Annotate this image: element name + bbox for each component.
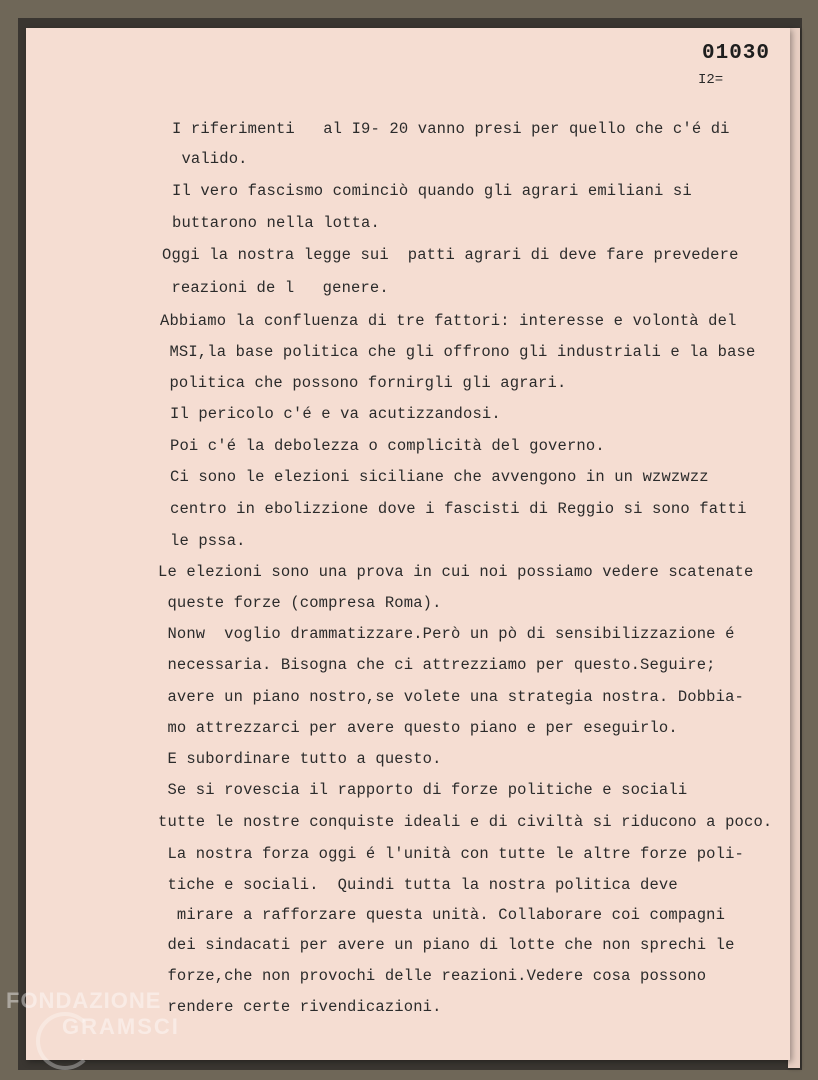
text-line: Se si rovescia il rapporto di forze politiche e sociali bbox=[158, 781, 688, 799]
text-line: forze,che non provochi delle reazioni.Vedere cosa possono bbox=[158, 967, 707, 985]
text-line: rendere certe rivendicazioni. bbox=[158, 998, 442, 1016]
text-line: mo attrezzarci per avere questo piano e per eseguirlo. bbox=[158, 719, 678, 737]
text-line: centro in ebolizzione dove i fascisti di Reggio si sono fatti bbox=[170, 500, 747, 518]
text-line: necessaria. Bisogna che ci attrezziamo per questo.Seguire; bbox=[158, 656, 716, 674]
text-line: avere un piano nostro,se volete una strategia nostra. Dobbia- bbox=[158, 688, 744, 706]
text-line: Abbiamo la confluenza di tre fattori: interesse e volontà del bbox=[160, 312, 737, 330]
text-line: mirare a rafforzare questa unità. Collaborare coi compagni bbox=[158, 906, 726, 924]
text-line: le pssa. bbox=[170, 532, 246, 550]
archive-number: 01030 bbox=[702, 42, 771, 65]
text-line: queste forze (compresa Roma). bbox=[158, 594, 442, 612]
text-line: MSI,la base politica che gli offrono gli industriali e la base bbox=[160, 343, 756, 361]
text-line: valido. bbox=[172, 150, 248, 168]
text-line: tiche e sociali. Quindi tutta la nostra politica deve bbox=[158, 876, 678, 894]
fondazione-gramsci-watermark bbox=[6, 990, 180, 1038]
text-line: Nonw voglio drammatizzare.Però un pò di sensibilizzazione é bbox=[158, 625, 735, 643]
text-line: tutte le nostre conquiste ideali e di civiltà si riducono a poco. bbox=[158, 813, 773, 831]
watermark-g-logo-icon bbox=[36, 1012, 94, 1070]
text-line: Le elezioni sono una prova in cui noi possiamo vedere scatenate bbox=[158, 563, 754, 581]
text-line: Il pericolo c'é e va acutizzandosi. bbox=[170, 405, 501, 423]
text-line: I riferimenti al I9- 20 vanno presi per quello che c'é di bbox=[172, 120, 730, 138]
text-line: reazioni de l genere. bbox=[162, 279, 389, 297]
watermark-line-1: FONDAZIONE bbox=[6, 988, 162, 1013]
text-line: politica che possono fornirgli gli agrari. bbox=[160, 374, 567, 392]
text-line: Oggi la nostra legge sui patti agrari di deve fare prevedere bbox=[162, 246, 739, 264]
watermark-line-2: GRAMSCI bbox=[62, 1014, 180, 1039]
text-line: E subordinare tutto a questo. bbox=[158, 750, 442, 768]
text-line: Il vero fascismo cominciò quando gli agrari emiliani si bbox=[172, 182, 692, 200]
text-line: Poi c'é la debolezza o complicità del governo. bbox=[170, 437, 605, 455]
page-code: I2= bbox=[698, 72, 724, 88]
text-line: Ci sono le elezioni siciliane che avvengono in un wzwzwzz bbox=[170, 468, 709, 486]
text-line: buttarono nella lotta. bbox=[172, 214, 380, 232]
text-line: dei sindacati per avere un piano di lotte che non sprechi le bbox=[158, 936, 735, 954]
text-line: La nostra forza oggi é l'unità con tutte le altre forze poli- bbox=[158, 845, 744, 863]
